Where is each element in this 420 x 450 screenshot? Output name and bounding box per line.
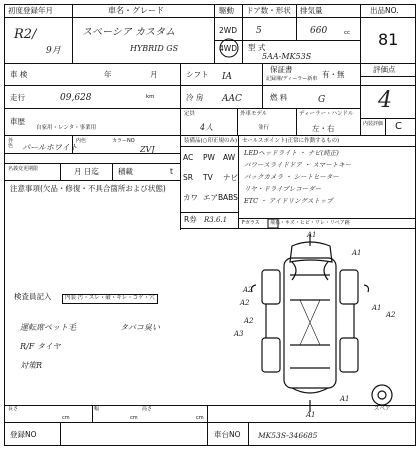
warranty-label: 保証書 <box>270 65 293 74</box>
drive-4wd: 4WD <box>219 44 237 53</box>
inspector-note-2: R/F タイヤ <box>20 342 61 351</box>
fixed-value: 4人 <box>200 123 214 132</box>
sales-point-line: バックカメラ ・ シートヒーター <box>244 173 339 181</box>
shaken-month-label: 月 <box>150 70 158 79</box>
equipment-item: カワ <box>183 193 198 202</box>
inner-color-label: 内色 <box>76 138 87 144</box>
sales-point-line: パワースライドドア ・ スマートキー <box>244 161 352 169</box>
history-options: 自家用・レンタ・事業用 <box>36 125 97 131</box>
damage-mark: A1 <box>372 304 382 312</box>
length-unit: cm <box>62 415 70 421</box>
shaken-label: 車 検 <box>10 70 28 79</box>
equipment-item: AC <box>183 153 194 162</box>
handle-label: ディーラー・ハンドル <box>299 111 354 117</box>
mileage-unit: km <box>146 94 155 100</box>
grade-value: HYBRID GS <box>130 44 179 53</box>
door-label: ドア数・形状 <box>246 6 291 15</box>
score-label: 評価点 <box>373 65 396 74</box>
car-name-value: スペーシア カスタム <box>82 27 175 38</box>
shaken-year-label: 年 <box>104 70 112 79</box>
first-registration-label: 初度登録年月 <box>8 6 53 15</box>
damage-mark: A1 <box>307 231 317 239</box>
drive-label: 駆動 <box>219 6 234 15</box>
first-registration-value: R2/ <box>14 27 37 42</box>
handle-value: 左・右 <box>312 124 335 133</box>
inspector-note-3: 対策R <box>20 361 43 370</box>
notes-label: 注意事項(欠品・修復・不具合箇所および状態) <box>10 184 166 193</box>
model-value: 5AA-MK53S <box>262 52 312 61</box>
sales-point-line: ETC ・ アイドリングストップ <box>244 197 333 205</box>
lot-number-label: 出品NO. <box>370 6 399 15</box>
interior-value: C <box>395 121 402 132</box>
fuel-value: G <box>318 95 326 105</box>
damage-mark: A2 <box>244 317 254 325</box>
equipment-item: エアB <box>203 193 224 202</box>
name-change-date: 月 日迄 <box>74 167 99 176</box>
outer-color-value: パールホワイト <box>22 143 78 152</box>
registration-number-label: 登録NO <box>10 430 37 439</box>
width-unit: cm <box>130 415 138 421</box>
name-change-label: 名義変更期限 <box>8 166 39 172</box>
displacement-unit: cc <box>344 30 351 36</box>
equipment-item: PW <box>203 153 215 162</box>
sales-point-line: リヤ・ドライブレコーダー <box>244 185 322 193</box>
width-label: 幅 <box>94 406 100 412</box>
sales-point-line: LEDヘッドライト ・ ナビ(純正) <box>244 149 339 157</box>
displacement-value: 660 <box>310 26 328 36</box>
sales-point-label: セールスポイント(正常に作動するもの) <box>242 138 340 144</box>
shift-value: IA <box>222 72 233 82</box>
fixed-label: 定員 <box>184 111 196 117</box>
load-unit: t <box>170 167 173 176</box>
aircon-value: AAC <box>222 94 242 104</box>
r-ticket-label: R券 <box>184 215 197 224</box>
door-value: 5 <box>256 26 262 36</box>
inspector-note-1: 運転席ペット毛 <box>20 323 76 332</box>
chassis-number-value: MK53S-346685 <box>258 431 318 440</box>
equipment-label: 装備品(○印正規のみ) <box>184 138 238 144</box>
damage-mark: A2 <box>240 299 250 307</box>
outer-color-label: 外色 <box>8 138 14 149</box>
interior-label: 内装評価 <box>363 121 384 127</box>
first-registration-month: 9月 <box>46 46 61 56</box>
front-glass-label: Fガラス <box>242 220 260 226</box>
equipment-item: TV <box>203 173 213 182</box>
model-change-value: 並行 <box>258 125 270 131</box>
drive-2wd: 2WD <box>219 26 237 35</box>
warranty-sub: 記録簿/ディーラー新車 <box>266 76 318 82</box>
color-no-label: カラーNO <box>112 138 135 144</box>
damage-mark: A2 <box>386 311 396 319</box>
damage-mark: A1 <box>352 249 362 257</box>
car-diagram <box>252 231 393 412</box>
equipment-item: SR <box>183 173 193 182</box>
history-label: 車歴 <box>10 117 25 126</box>
front-glass-hint: 飛石・キズ・ヒビ・ワレ・リペア跡 <box>270 220 350 226</box>
displacement-label: 排気量 <box>300 6 323 15</box>
inspector-note-1b: タバコ臭い <box>120 323 160 332</box>
chassis-number-label: 車台NO <box>214 430 241 439</box>
spare-tire-label: スペア <box>374 406 391 412</box>
fuel-label: 燃 料 <box>270 93 288 102</box>
length-label: 長さ <box>8 406 19 412</box>
score-value: 4 <box>378 88 392 113</box>
r-ticket-value: R3.6.1 <box>204 216 228 224</box>
model-label: 型 式 <box>248 43 266 52</box>
inspector-label: 検査員記入 <box>14 292 52 301</box>
lot-number-value: 81 <box>378 30 399 49</box>
damage-mark: A1 <box>306 411 316 419</box>
aircon-label: 冷 房 <box>186 93 204 102</box>
equipment-item: ナビ <box>223 173 238 182</box>
damage-mark: A3 <box>234 330 244 338</box>
color-no-value: ZVJ <box>140 145 155 154</box>
damage-mark: A1 <box>340 395 350 403</box>
equipment-item: ABS <box>223 193 238 202</box>
car-name-label: 車名・グレード <box>108 6 164 15</box>
height-unit: cm <box>196 415 204 421</box>
mileage-value: 09,628 <box>60 93 92 103</box>
load-label: 積載 <box>118 167 133 176</box>
mileage-label: 走行 <box>10 93 25 102</box>
damage-mark: A2 <box>243 286 253 294</box>
inspector-options: 内装 汚・スレ・破・キレ・コゲ・穴 <box>62 294 158 304</box>
height-label: 高さ <box>142 406 153 412</box>
warranty-value: 有・無 <box>322 70 345 79</box>
equipment-item: AW <box>223 153 236 162</box>
model-change-label: 外車モデル <box>240 111 268 117</box>
shift-label: シフト <box>186 70 209 79</box>
